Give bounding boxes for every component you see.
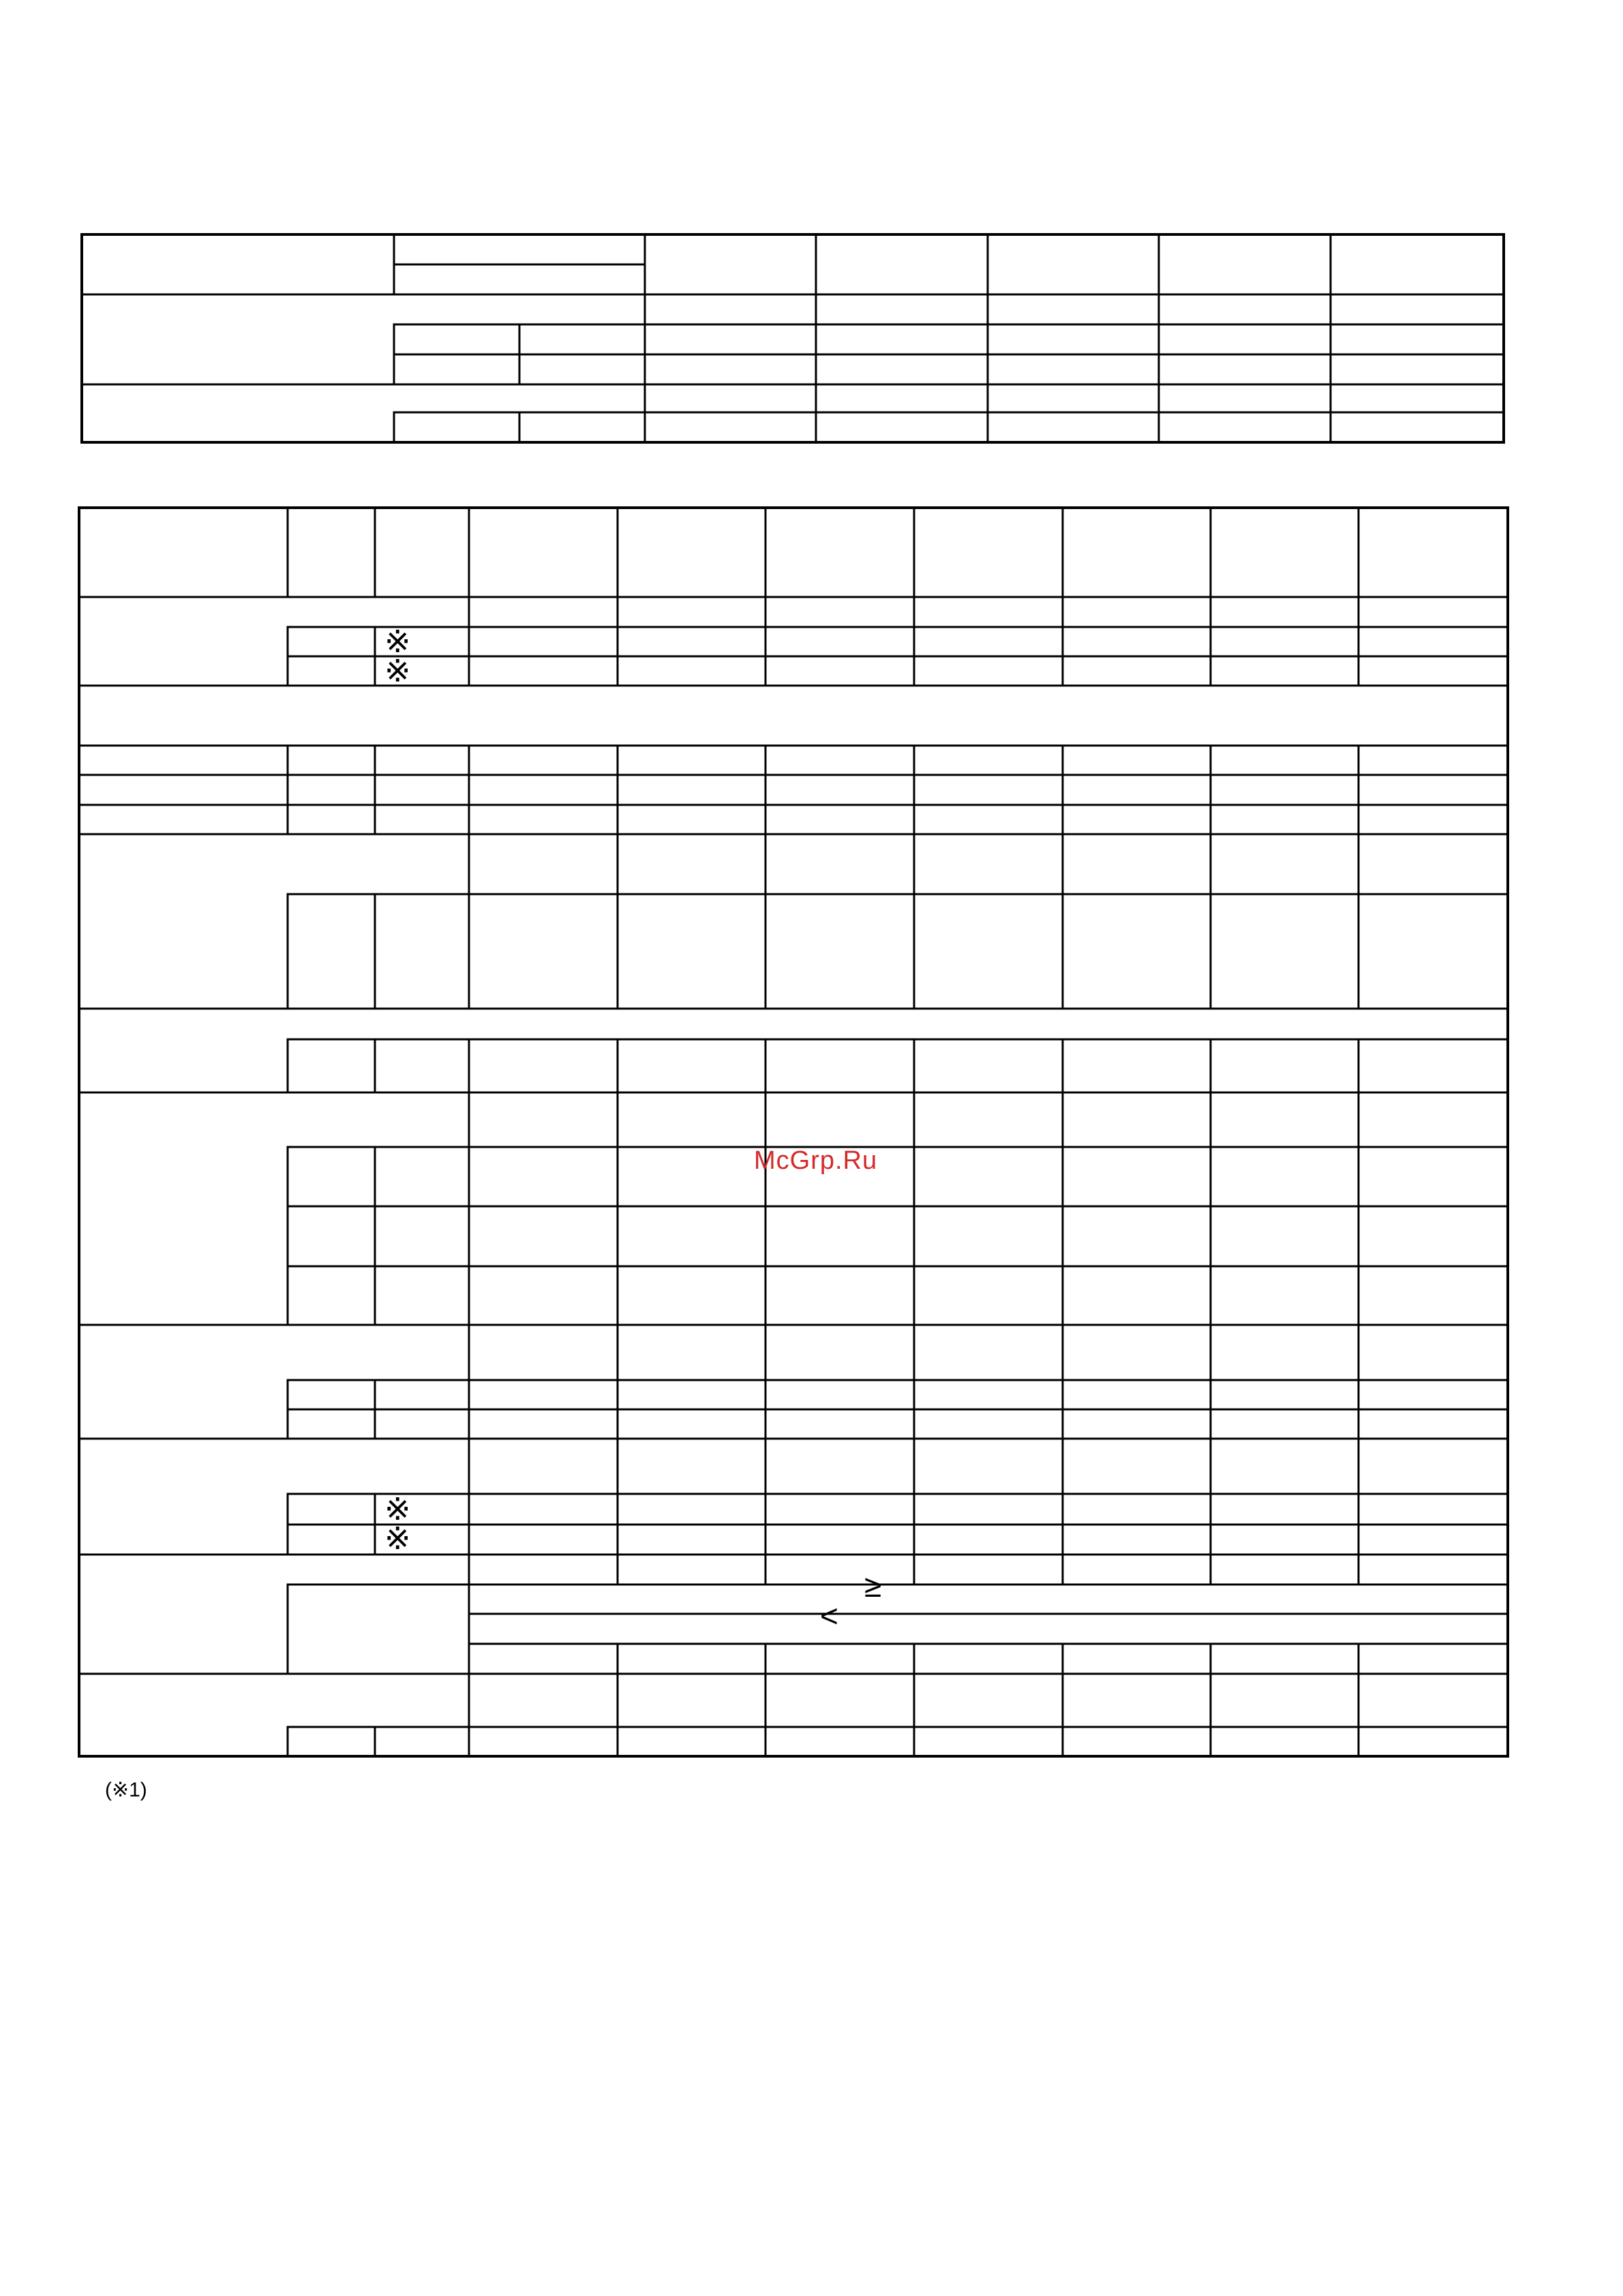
reference-mark-row5: ※ — [384, 653, 411, 688]
less-than-symbol: < — [820, 1598, 838, 1634]
reference-mark-row4: ※ — [384, 624, 411, 659]
reference-mark-row32: ※ — [384, 1520, 411, 1556]
footnote-label: (※1) — [105, 1779, 147, 1801]
reference-mark-row31: ※ — [384, 1491, 411, 1527]
watermark: McGrp.Ru — [754, 1146, 878, 1175]
greater-equal-symbol: ≥ — [864, 1568, 882, 1604]
